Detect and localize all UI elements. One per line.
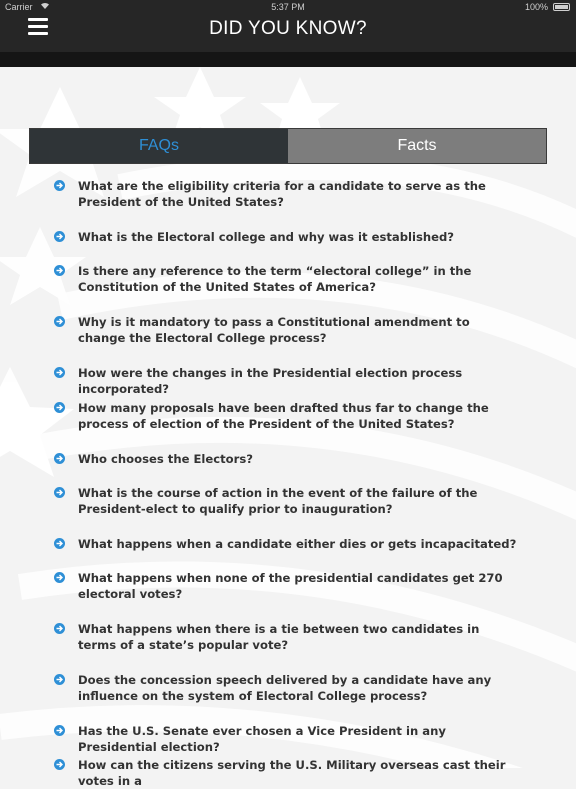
arrow-right-icon: [54, 572, 65, 583]
arrow-right-icon: [54, 316, 65, 327]
arrow-right-icon: [54, 674, 65, 685]
status-bar: [0, 0, 576, 14]
faq-question: What happens when a candidate either dies or gets incapacitated?: [78, 537, 517, 551]
faq-question: What happens when there is a tie between two candidates in terms of a state’s popular vote?: [78, 622, 480, 652]
faq-question: How many proposals have been drafted thus far to change the process of election of the President of the United States?: [78, 401, 489, 431]
faq-question: Has the U.S. Senate ever chosen a Vice President in any Presidential election?: [78, 724, 446, 754]
nav-bar: [0, 14, 576, 52]
faq-question: What are the eligibility criteria for a candidate to serve as the President of the United States?: [78, 179, 486, 209]
faq-question: Does the concession speech delivered by a candidate have any influence on the system of Electoral College process?: [78, 673, 492, 703]
arrow-right-icon: [54, 265, 65, 276]
arrow-right-icon: [54, 623, 65, 634]
faq-question: What happens when none of the presidential candidates get 270 electoral votes?: [78, 571, 503, 601]
faq-question: How can the citizens serving the U.S. Military overseas cast their votes in a: [78, 758, 506, 788]
faq-question: Why is it mandatory to pass a Constitutional amendment to change the Electoral College process?: [78, 315, 470, 345]
faq-question: How were the changes in the Presidential election process incorporated?: [78, 366, 463, 396]
arrow-right-icon: [54, 453, 65, 464]
arrow-right-icon: [54, 487, 65, 498]
battery-icon: [553, 3, 570, 11]
faq-question: Is there any reference to the term “electoral college” in the Constitution of the United States of America?: [78, 264, 472, 294]
nav-divider: [0, 52, 576, 67]
arrow-right-icon: [54, 402, 65, 413]
tab-faqs[interactable]: FAQs: [30, 129, 288, 163]
faq-question: What is the course of action in the event of the failure of the President-elect to qualify prior to inauguration?: [78, 486, 478, 516]
page-title: DID YOU KNOW?: [209, 18, 367, 39]
status-time: 5:37 PM: [271, 2, 305, 12]
battery-percent: 100%: [524, 2, 548, 12]
arrow-right-icon: [54, 759, 65, 770]
arrow-right-icon: [54, 725, 65, 736]
tab-bar: [29, 128, 547, 164]
faq-question: What is the Electoral college and why was it established?: [78, 230, 454, 244]
arrow-right-icon: [54, 180, 65, 191]
faq-question: Who chooses the Electors?: [78, 452, 253, 466]
arrow-right-icon: [54, 367, 65, 378]
arrow-right-icon: [54, 231, 65, 242]
carrier-label: Carrier: [5, 2, 33, 12]
tab-facts[interactable]: Facts: [288, 129, 546, 163]
arrow-right-icon: [54, 538, 65, 549]
